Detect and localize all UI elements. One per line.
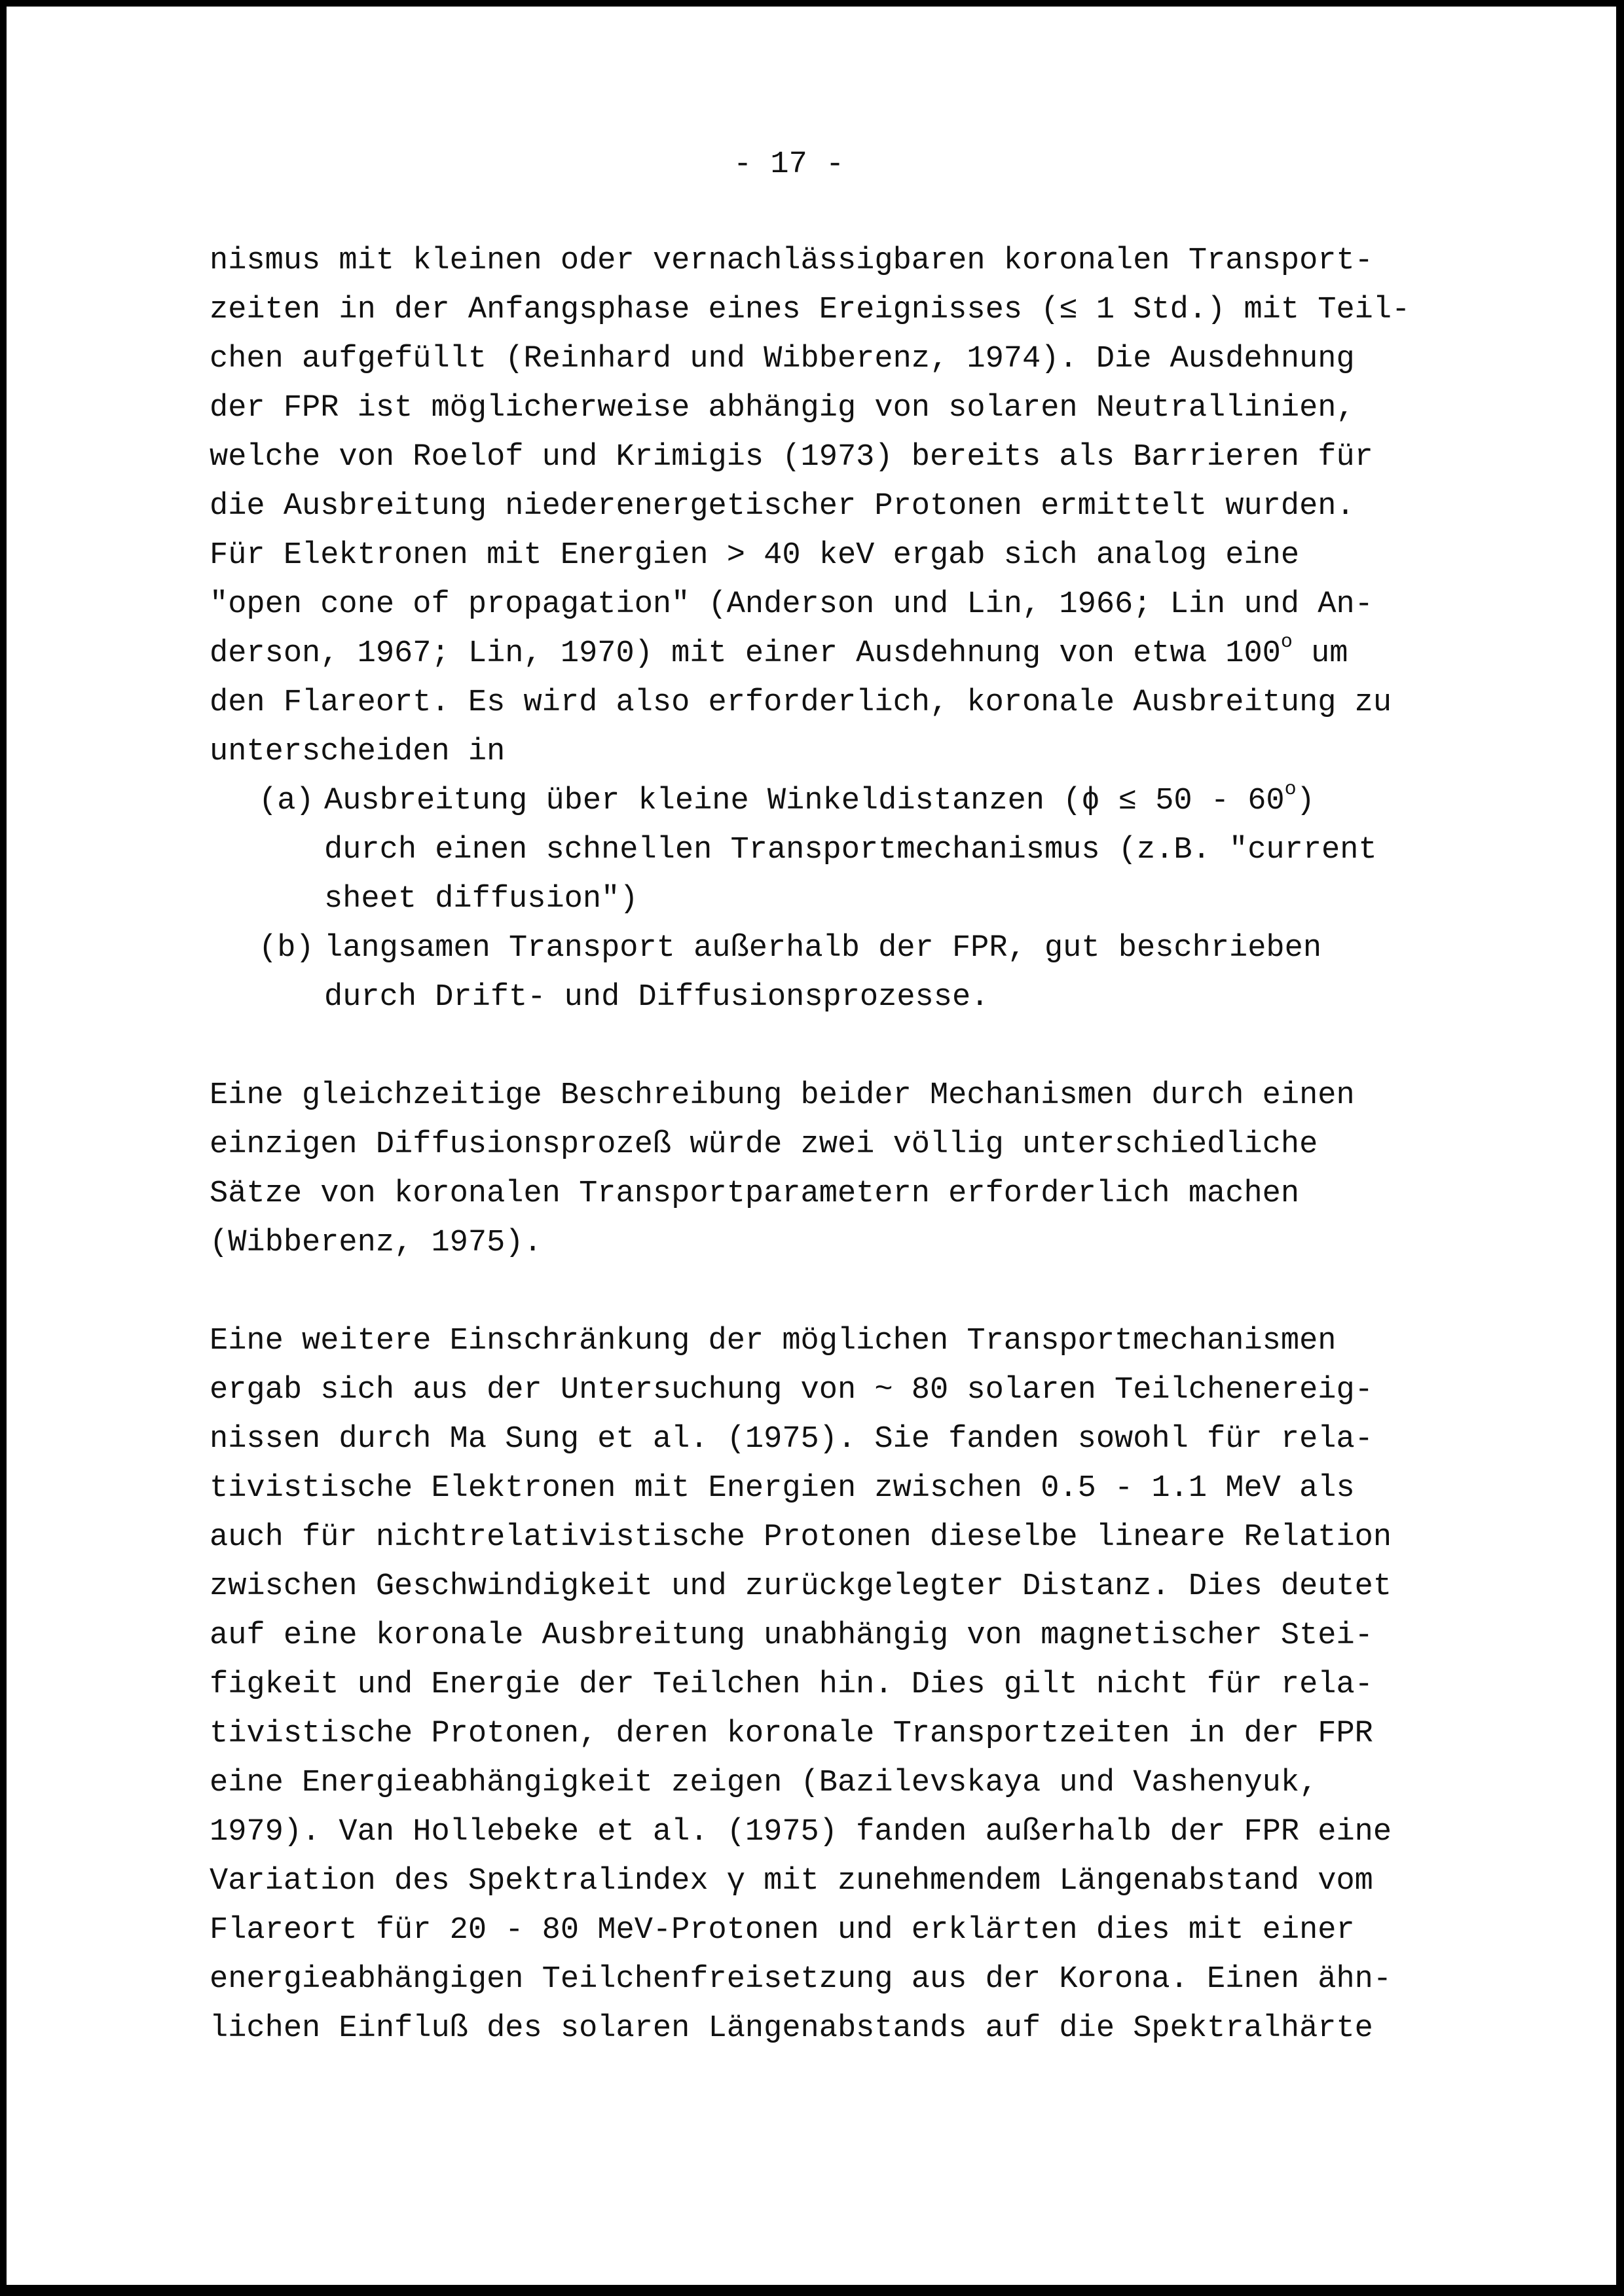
text-line: Eine gleichzeitige Beschreibung beider Mechanismen durch einen <box>210 1078 1355 1113</box>
text-line: Flareort für 20 - 80 MeV-Protonen und erklärten dies mit einer <box>210 1913 1355 1948</box>
text-line: Für Elektronen mit Energien > 40 keV ergab sich analog eine <box>210 538 1300 573</box>
list-item-a-line: durch einen schnellen Transportmechanismus (z.B. "current <box>324 833 1377 867</box>
text-line: nissen durch Ma Sung et al. (1975). Sie fanden sowohl für rela- <box>210 1422 1373 1457</box>
text-fragment: derson, 1967; Lin, 1970) mit einer Ausdehnung von etwa 100 <box>210 636 1281 671</box>
text-line: tivistische Protonen, deren koronale Transportzeiten in der FPR <box>210 1717 1373 1751</box>
text-line: energieabhängigen Teilchenfreisetzung aus der Korona. Einen ähn- <box>210 1962 1392 1997</box>
document-page <box>7 7 1616 2285</box>
text-line: zeiten in der Anfangsphase eines Ereignisses (≤ 1 Std.) mit Teil- <box>210 293 1411 327</box>
text-line: Eine weitere Einschränkung der möglichen Transportmechanismen <box>210 1324 1337 1358</box>
list-item-b-line: durch Drift- und Diffusionsprozesse. <box>324 980 989 1015</box>
list-marker-a: (a) <box>259 784 314 818</box>
text-line: auch für nichtrelativistische Protonen dieselbe lineare Relation <box>210 1520 1392 1555</box>
text-line: chen aufgefüllt (Reinhard und Wibberenz, 1974). Die Ausdehnung <box>210 342 1355 376</box>
text-line: "open cone of propagation" (Anderson und Lin, 1966; Lin und An- <box>210 587 1373 622</box>
text-line: zwischen Geschwindigkeit und zurückgelegter Distanz. Dies deutet <box>210 1569 1392 1604</box>
list-item-a-line <box>324 778 1315 818</box>
text-line: Sätze von koronalen Transportparametern erforderlich machen <box>210 1176 1300 1211</box>
text-line: figkeit und Energie der Teilchen hin. Dies gilt nicht für rela- <box>210 1667 1373 1702</box>
text-fragment: Ausbreitung über kleine Winkeldistanzen (ϕ ≤ 50 - 60 <box>324 784 1285 818</box>
text-line: unterscheiden in <box>210 735 506 769</box>
text-fragment: ) <box>1296 784 1315 818</box>
text-line: eine Energieabhängigkeit zeigen (Bazilevskaya und Vashenyuk, <box>210 1766 1318 1800</box>
text-line: Variation des Spektralindex γ mit zunehmendem Längenabstand vom <box>210 1864 1373 1899</box>
text-line: nismus mit kleinen oder vernachlässigbaren koronalen Transport- <box>210 244 1373 278</box>
page-number: - 17 - <box>733 147 845 182</box>
text-line: die Ausbreitung niederenergetischer Protonen ermittelt wurden. <box>210 489 1355 524</box>
text-line: auf eine koronale Ausbreitung unabhängig von magnetischer Stei- <box>210 1618 1373 1653</box>
list-marker-b: (b) <box>259 931 314 966</box>
text-line: ergab sich aus der Untersuchung von ~ 80 solaren Teilchenereig- <box>210 1373 1373 1408</box>
text-line: (Wibberenz, 1975). <box>210 1226 542 1260</box>
text-line: welche von Roelof und Krimigis (1973) bereits als Barrieren für <box>210 440 1373 475</box>
text-line: tivistische Elektronen mit Energien zwischen 0.5 - 1.1 MeV als <box>210 1471 1355 1506</box>
text-line: der FPR ist möglicherweise abhängig von solaren Neutrallinien, <box>210 391 1355 426</box>
text-line <box>210 631 1348 671</box>
text-line: einzigen Diffusionsprozeß würde zwei völlig unterschiedliche <box>210 1127 1318 1162</box>
degree-superscript: o <box>1284 778 1297 801</box>
text-line: den Flareort. Es wird also erforderlich, koronale Ausbreitung zu <box>210 685 1392 720</box>
list-item-a-line: sheet diffusion") <box>324 882 638 917</box>
degree-superscript: o <box>1280 631 1293 653</box>
text-fragment: um <box>1292 636 1348 671</box>
page-text <box>7 7 1616 2285</box>
text-line: 1979). Van Hollebeke et al. (1975) fanden außerhalb der FPR eine <box>210 1815 1392 1850</box>
text-line: lichen Einfluß des solaren Längenabstands auf die Spektralhärte <box>210 2011 1373 2046</box>
list-item-b-line: langsamen Transport außerhalb der FPR, gut beschrieben <box>324 931 1322 966</box>
